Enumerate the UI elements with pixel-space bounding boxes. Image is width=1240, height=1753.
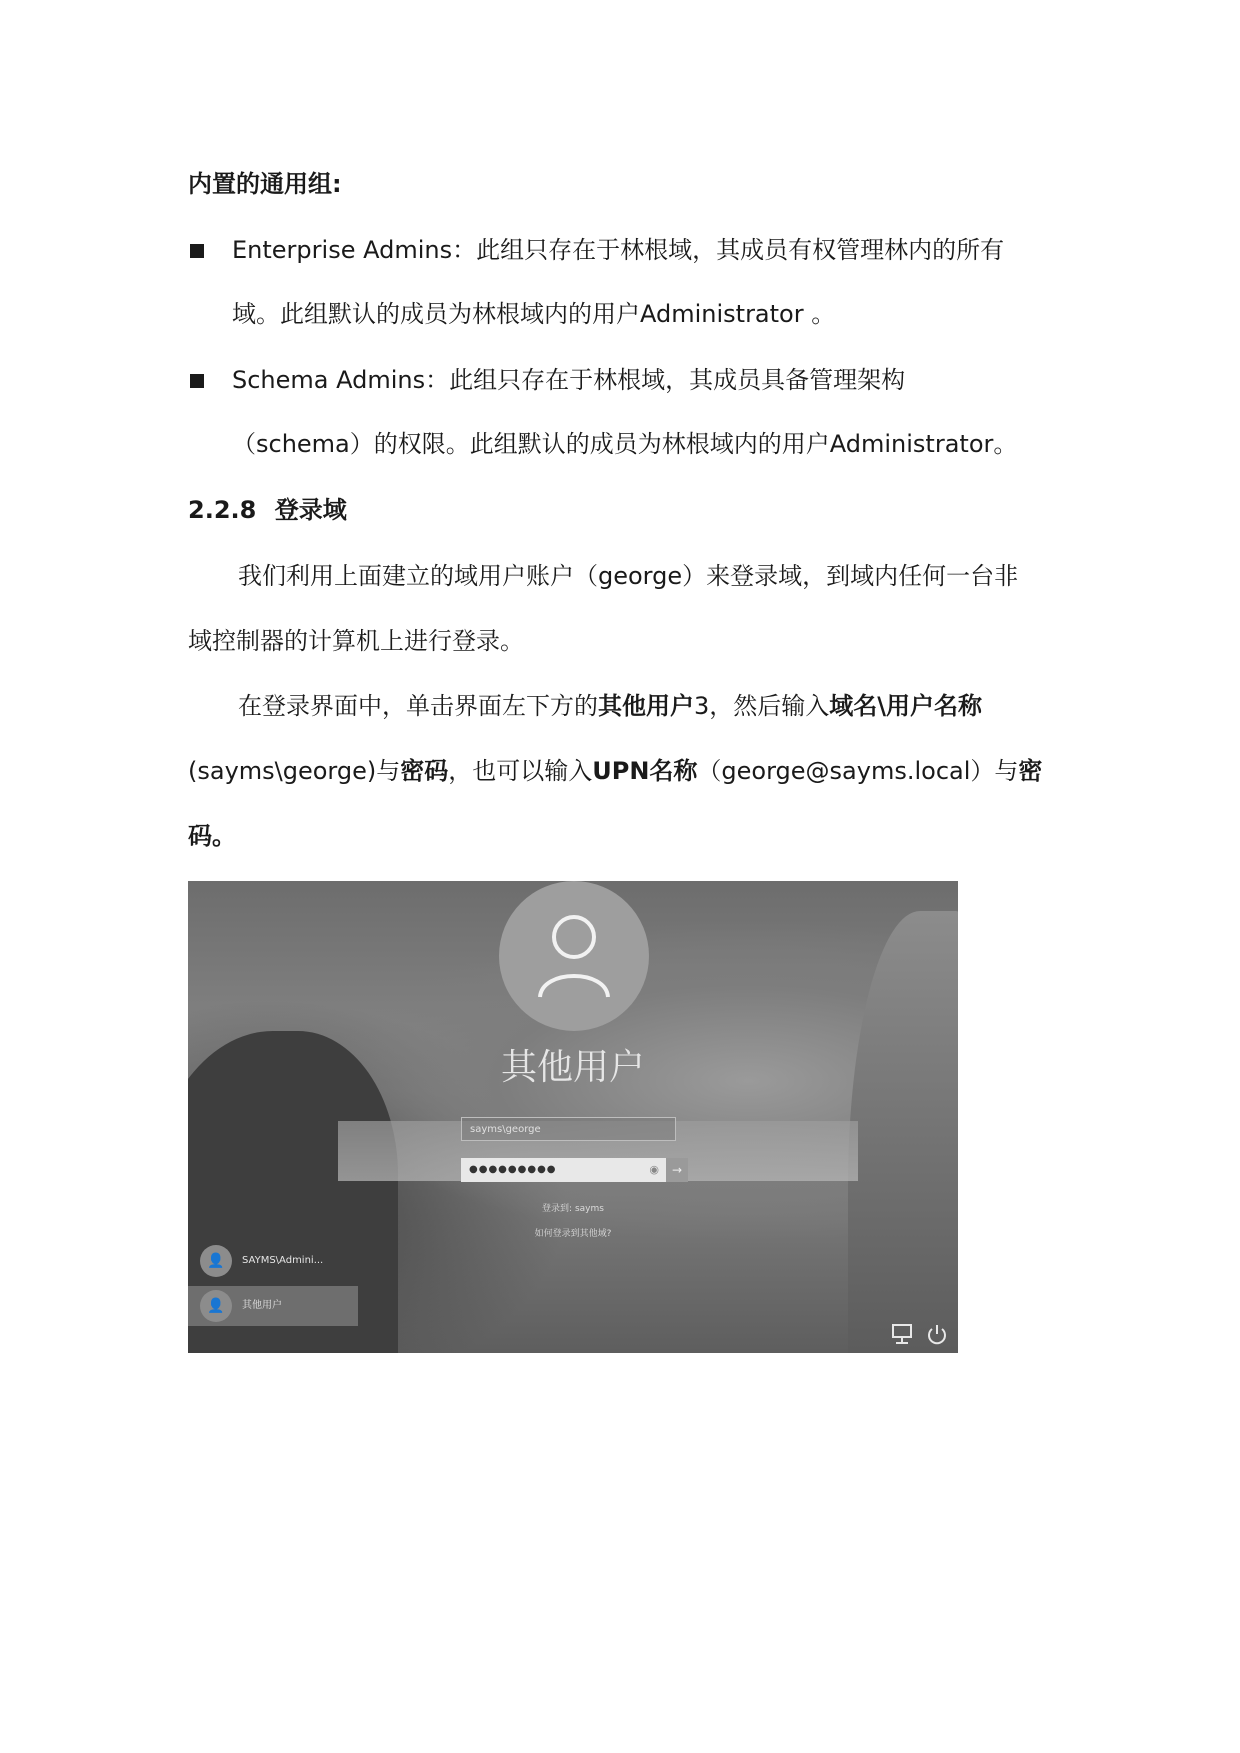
reveal-password-icon[interactable]: ◉ [649,1163,660,1176]
password-dots: ●●●●●●●●● [469,1164,557,1175]
bullet-2-line-1: Schema Admins：此组只存在于林根域，其成员具备管理架构 [232,366,906,394]
paragraph-2-line-3: 码。 [188,822,236,850]
password-input[interactable] [461,1158,666,1182]
bold-text: UPN名称 [592,757,698,785]
user-name: SAYMS\Admini... [242,1255,324,1266]
bold-text: 密 [1018,757,1043,785]
bold-text: 其他用户 [598,692,694,720]
text: (sayms\george)与 [188,757,401,785]
text: 3，然后输入 [694,692,830,720]
bold-text: 域名\用户名称 [829,692,983,720]
user-list-item[interactable] [188,1241,358,1281]
paragraph-2-line-1 [238,690,982,722]
paragraph-1-line-1: 我们利用上面建立的域用户账户（george）来登录域，到域内任何一台非 [238,562,1019,590]
how-to-sign-in-link[interactable]: 如何登录到其他域? [534,1229,612,1239]
power-icon[interactable] [924,1323,950,1345]
section-heading: 内置的通用组: [188,170,342,198]
subsection-heading [188,494,347,526]
user-name: 其他用户 [242,1300,282,1311]
username-input[interactable]: sayms\george [461,1117,676,1141]
user-avatar-icon [499,881,649,1031]
bullet-square-icon [190,374,204,388]
subsection-title: 登录域 [274,496,347,524]
bullet-1-line-1: Enterprise Admins：此组只存在于林根域，其成员有权管理林内的所有 [232,236,1005,264]
login-title: 其他用户 [500,1047,645,1088]
background-rock-right [848,911,958,1353]
sign-in-to-label: 登录到: sayms [542,1204,604,1214]
paragraph-2-line-2 [188,755,1042,787]
subsection-number: 2.2.8 [188,496,257,524]
user-list-item-selected[interactable] [188,1286,358,1326]
text: 在登录界面中，单击界面左下方的 [238,692,598,720]
login-screenshot [188,881,958,1353]
bullet-2-line-2: （schema）的权限。此组默认的成员为林根域内的用户Administrator。 [232,430,1018,458]
user-avatar-icon: 👤 [200,1245,232,1277]
submit-arrow-button[interactable]: → [666,1158,688,1182]
paragraph-1-line-2: 域控制器的计算机上进行登录。 [188,627,524,655]
text: （george@sayms.local）与 [697,757,1019,785]
text: ，也可以输入 [448,757,593,785]
network-icon[interactable] [890,1323,916,1345]
bold-text: 密码 [400,757,449,785]
bullet-1-line-2: 域。此组默认的成员为林根域内的用户Administrator 。 [232,300,836,328]
user-avatar-icon: 👤 [200,1290,232,1322]
bullet-square-icon [190,244,204,258]
